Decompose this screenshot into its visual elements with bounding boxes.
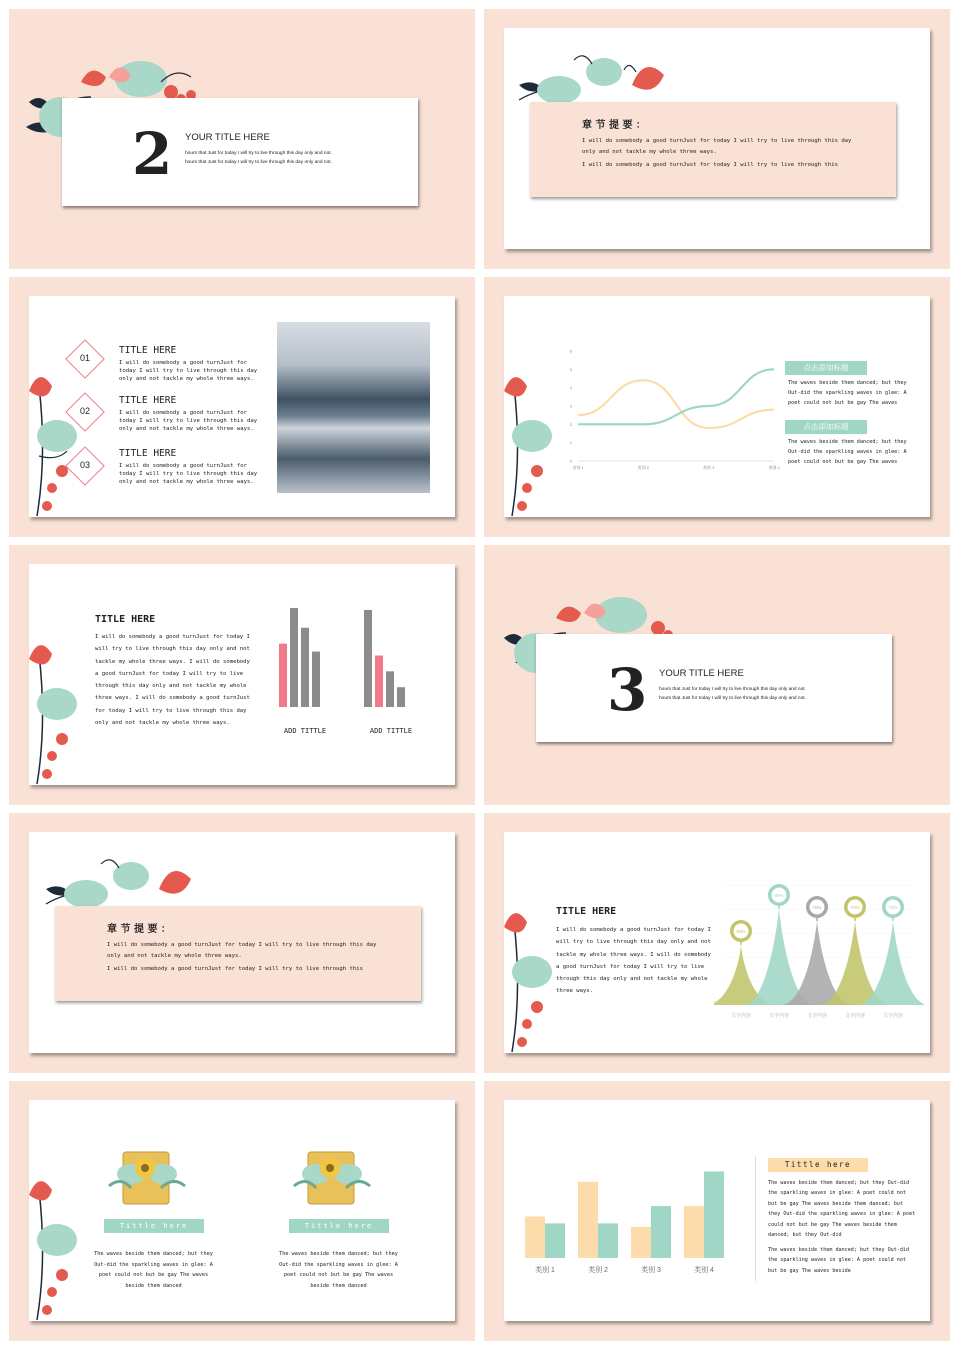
grouped-bar-chart	[520, 1160, 745, 1280]
slide-canvas	[504, 296, 930, 517]
x-tick-label: 文字内容	[882, 1013, 904, 1019]
x-tick-label: 类别 2	[637, 465, 650, 470]
card-title-2: Tittle here	[289, 1219, 389, 1233]
text-paragraph-2: The waves beside them danced; but they Out-did the sparkling waves in glee: A poet could not but be gay The waves beside	[768, 1247, 910, 1274]
slide-body: I will do somebody a good turnJust for today I will try to live through this day only and not tackle my whole three ways. I will do somebody a good turnJust for today I will try to live through this day only and not tackle my whole three ways.	[556, 927, 711, 995]
summary-heading: 章 节 提 要 ：	[582, 120, 646, 131]
flower-basket-icon	[286, 1146, 376, 1210]
bar	[312, 652, 320, 707]
slide-body: I will do somebody a good turnJust for today I will try to live through this day only and not tackle my whole three ways. I will do somebody a good turnJust for today I will try to live through this day only and not tackle my whole three ways. I will do somebody a good turnJust for today I will try to live through this day only and not tackle my whole three ways.	[95, 634, 250, 727]
slide-canvas	[29, 832, 455, 1053]
item-number: 03	[79, 460, 90, 470]
bar	[684, 1206, 704, 1258]
slide-thumb-7[interactable]	[9, 813, 475, 1073]
summary-paragraph-2: I will do somebody a good turnJust for today I will try to live through this	[107, 966, 363, 972]
slide-title: TITLE HERE	[556, 906, 617, 917]
bar	[578, 1182, 598, 1258]
bar	[651, 1206, 671, 1258]
slide-thumb-6[interactable]	[484, 545, 950, 805]
card-text-1: The waves beside them danced; but they Out-did the sparkling waves in glee: A poet could not but be gay The waves beside them danced	[94, 1251, 213, 1289]
slide-thumb-9[interactable]	[9, 1081, 475, 1341]
bar	[525, 1216, 545, 1258]
divider	[755, 1156, 756, 1281]
flower-vine-icon	[29, 366, 87, 516]
lake-forest-photo	[277, 322, 430, 493]
summary-paragraph-1: I will do somebody a good turnJust for today I will try to live through this day only and not tackle my whole three ways.	[107, 942, 377, 959]
line-chart	[564, 341, 784, 476]
bar	[631, 1227, 651, 1258]
slide-thumb-1[interactable]	[9, 9, 475, 269]
y-tick-label: 6	[569, 348, 572, 354]
section-number: 2	[132, 120, 173, 188]
summary-heading: 章 节 提 要 ：	[107, 924, 171, 935]
y-tick-label: 0	[569, 458, 572, 464]
peak-label: 70%	[850, 905, 860, 910]
flower-vine-icon	[29, 634, 87, 784]
chart-label-1: 点击添加标题	[785, 361, 867, 375]
x-tick-label: 类别 3	[702, 465, 715, 470]
flower-vine-icon	[29, 1170, 87, 1320]
series-line-1	[578, 380, 774, 428]
chart-text-1: The waves beside them danced; but they Out-did the sparkling waves in glee: A poet could not but be gay The waves	[788, 380, 907, 406]
text-title: Tittle here	[768, 1158, 868, 1172]
item-title: TITLE HERE	[119, 448, 177, 459]
slide-thumb-10[interactable]	[484, 1081, 950, 1341]
slide-thumb-5[interactable]	[9, 545, 475, 805]
flower-cluster-icon	[514, 50, 684, 110]
x-tick-label: 类别 4	[768, 465, 780, 470]
bar	[704, 1171, 724, 1258]
x-tick-label: 文字内容	[844, 1013, 866, 1019]
x-tick-label: 类别 1	[535, 1267, 555, 1274]
x-tick-label: 类别 3	[641, 1267, 661, 1274]
peak-label: 50%	[736, 929, 746, 934]
text-paragraph-1: The waves beside them danced; but they Out-did the sparkling waves in glee: A poet could not but be gay The waves beside them danced; but they Out-did the sparkling waves in glee: A poet could not but be gay The waves beside them danced; but they Out-did	[768, 1180, 916, 1239]
bar	[598, 1223, 618, 1258]
summary-paragraph-2: I will do somebody a good turnJust for today I will try to live through this	[582, 162, 838, 168]
flower-vine-icon	[504, 902, 562, 1052]
flower-basket-icon	[101, 1146, 191, 1210]
slide-canvas	[504, 28, 930, 249]
x-tick-label: 类别 4	[694, 1267, 714, 1274]
y-tick-label: 5	[569, 366, 572, 372]
section-number: 3	[607, 656, 648, 724]
slide-canvas	[29, 564, 455, 785]
card-title-1: Tittle here	[104, 1219, 204, 1233]
item-body: I will do somebody a good turnJust for today I will try to live through this day only and not tackle my whole three ways.	[119, 360, 258, 382]
item-number: 01	[79, 353, 90, 363]
section-title: YOUR TITLE HERE	[185, 132, 270, 143]
bar	[545, 1223, 565, 1258]
y-tick-label: 2	[569, 421, 572, 427]
peak-label: 70%	[812, 905, 822, 910]
item-body: I will do somebody a good turnJust for today I will try to live through this day only and not tackle my whole three ways.	[119, 463, 258, 485]
flower-cluster-icon	[41, 854, 211, 914]
bar	[279, 644, 287, 707]
slide-canvas	[504, 1100, 930, 1321]
bar-chart-groups	[269, 602, 429, 712]
slide-thumb-4[interactable]	[484, 277, 950, 537]
slide-canvas	[29, 296, 455, 517]
item-title: TITLE HERE	[119, 395, 177, 406]
y-tick-label: 4	[569, 385, 572, 391]
x-tick-label: 文字内容	[730, 1013, 752, 1019]
chart-text-2: The waves beside them danced; but they Out-did the sparkling waves in glee: A poet could not but be gay The waves	[788, 439, 907, 465]
slide-canvas	[504, 832, 930, 1053]
summary-paragraph-1: I will do somebody a good turnJust for today I will try to live through this day only and not tackle my whole three ways.	[582, 138, 852, 155]
flower-vine-icon	[504, 366, 562, 516]
x-tick-label: 类别 2	[588, 1267, 608, 1274]
slide-thumb-3[interactable]	[9, 277, 475, 537]
section-title: YOUR TITLE HERE	[659, 668, 744, 679]
y-tick-label: 3	[569, 403, 572, 409]
x-tick-label: 类别 1	[572, 465, 584, 470]
peak-label: 80%	[774, 893, 784, 898]
slide-thumb-8[interactable]	[484, 813, 950, 1073]
x-tick-label: 文字内容	[768, 1013, 790, 1019]
section-body: hours that Just for today I will try to live through this day only and not. hours that Just for today I will try to live through this day only and not.	[659, 687, 806, 701]
bar-group-label-1: ADD TITTLE	[283, 727, 327, 735]
y-tick-label: 1	[569, 440, 572, 446]
bar	[364, 610, 372, 707]
bar	[301, 628, 309, 707]
peak-label: 70%	[888, 905, 898, 910]
peak-area-chart	[714, 860, 924, 1025]
bar	[397, 687, 405, 707]
x-tick-label: 文字内容	[806, 1013, 828, 1019]
slide-title: TITLE HERE	[95, 614, 156, 625]
bar	[375, 656, 383, 708]
slide-thumb-2[interactable]	[484, 9, 950, 269]
card-text-2: The waves beside them danced; but they Out-did the sparkling waves in glee: A poet could not but be gay The waves beside them danced	[279, 1251, 398, 1289]
item-body: I will do somebody a good turnJust for today I will try to live through this day only and not tackle my whole three ways.	[119, 410, 258, 432]
section-body: hours that Just for today I will try to live through this day only and not. hours that Just for today I will try to live through this day only and not.	[185, 151, 332, 165]
item-title: TITLE HERE	[119, 345, 177, 356]
item-number: 02	[79, 406, 90, 416]
bar	[290, 608, 298, 707]
bar-group-label-2: ADD TITTLE	[369, 727, 413, 735]
bar	[386, 671, 394, 707]
slide-canvas	[29, 1100, 455, 1321]
chart-label-2: 点击添加标题	[785, 420, 867, 434]
